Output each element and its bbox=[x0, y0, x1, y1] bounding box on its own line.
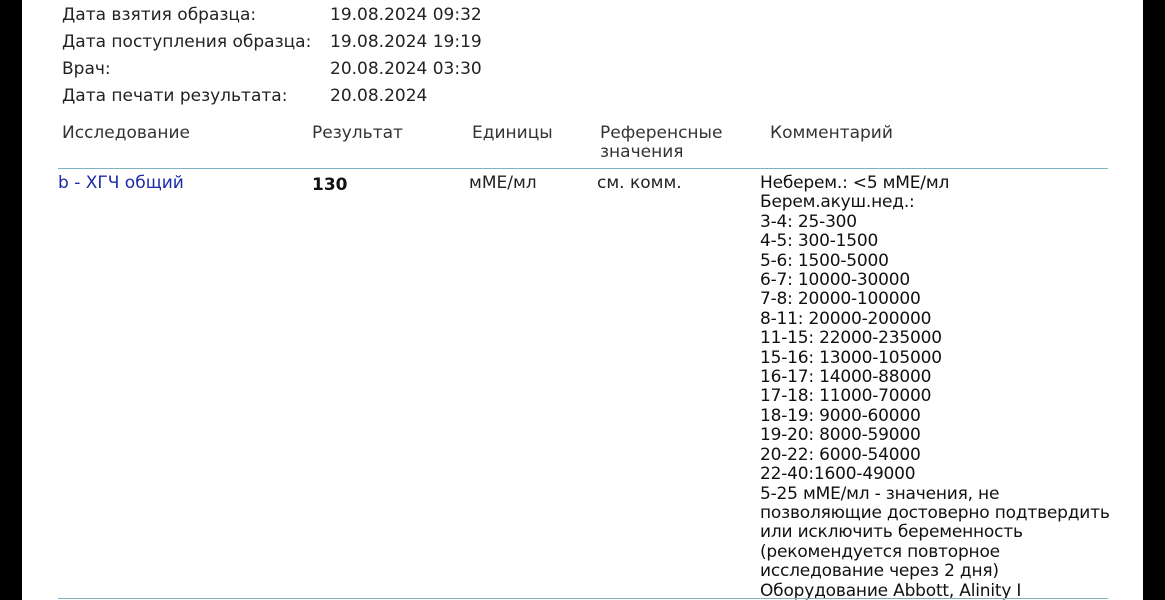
comment-line: 15-16: 13000-105000 bbox=[760, 347, 942, 368]
comment-line: 22-40:1600-49000 bbox=[760, 464, 916, 485]
comment-line: 5-6: 1500-5000 bbox=[760, 250, 889, 271]
print-date-value: 20.08.2024 bbox=[330, 86, 428, 106]
comment-line: 4-5: 300-1500 bbox=[760, 231, 879, 252]
column-header-units: Единицы bbox=[472, 123, 553, 143]
column-header-result: Результат bbox=[312, 123, 403, 143]
comment-line: Оборудование Abbott, Alinity I bbox=[760, 580, 1022, 600]
comment-line: Берем.акуш.нед.: bbox=[760, 192, 915, 213]
comment-line: или исключить беременность bbox=[760, 522, 1023, 543]
comment-line: 8-11: 20000-200000 bbox=[760, 308, 932, 329]
sample-taken-value: 19.08.2024 09:32 bbox=[330, 5, 482, 25]
comment-line: 7-8: 20000-100000 bbox=[760, 289, 921, 310]
doctor-label: Врач: bbox=[62, 59, 111, 79]
comment-line: позволяющие достоверно подтвердить bbox=[760, 502, 1110, 523]
comment-line: (рекомендуется повторное bbox=[760, 541, 1000, 562]
comment-cell bbox=[760, 174, 1120, 600]
column-header-reference-line-2: значения bbox=[600, 142, 684, 162]
print-date-label: Дата печати результата: bbox=[62, 86, 288, 106]
comment-line: 17-18: 11000-70000 bbox=[760, 386, 932, 407]
test-name-cell: b - ХГЧ общий bbox=[58, 173, 184, 193]
column-header-reference-line-1: Референсные bbox=[600, 123, 723, 143]
column-header-study: Исследование bbox=[62, 123, 190, 143]
units-cell: мМЕ/мл bbox=[469, 173, 537, 193]
result-value-cell: 130 bbox=[312, 175, 348, 195]
sample-received-value: 19.08.2024 19:19 bbox=[330, 32, 482, 52]
comment-line: 18-19: 9000-60000 bbox=[760, 405, 921, 426]
comment-line: исследование через 2 дня) bbox=[760, 561, 999, 582]
comment-line: Неберем.: <5 мМЕ/мл bbox=[760, 173, 950, 193]
comment-line: 19-20: 8000-59000 bbox=[760, 425, 921, 446]
lab-report-sheet bbox=[22, 0, 1143, 600]
comment-line: 20-22: 6000-54000 bbox=[760, 444, 921, 465]
comment-line: 6-7: 10000-30000 bbox=[760, 270, 910, 291]
table-header-divider bbox=[58, 168, 1108, 169]
column-header-reference bbox=[600, 124, 722, 162]
reference-cell: см. комм. bbox=[597, 173, 682, 193]
comment-line: 3-4: 25-300 bbox=[760, 211, 857, 232]
doctor-value: 20.08.2024 03:30 bbox=[330, 59, 482, 79]
comment-line: 5-25 мМЕ/мл - значения, не bbox=[760, 483, 1000, 504]
comment-line: 11-15: 22000-235000 bbox=[760, 328, 942, 349]
table-bottom-divider bbox=[58, 598, 1108, 599]
column-header-comment: Комментарий bbox=[770, 123, 893, 143]
sample-taken-label: Дата взятия образца: bbox=[62, 5, 257, 25]
comment-line: 16-17: 14000-88000 bbox=[760, 367, 932, 388]
sample-received-label: Дата поступления образца: bbox=[62, 32, 312, 52]
